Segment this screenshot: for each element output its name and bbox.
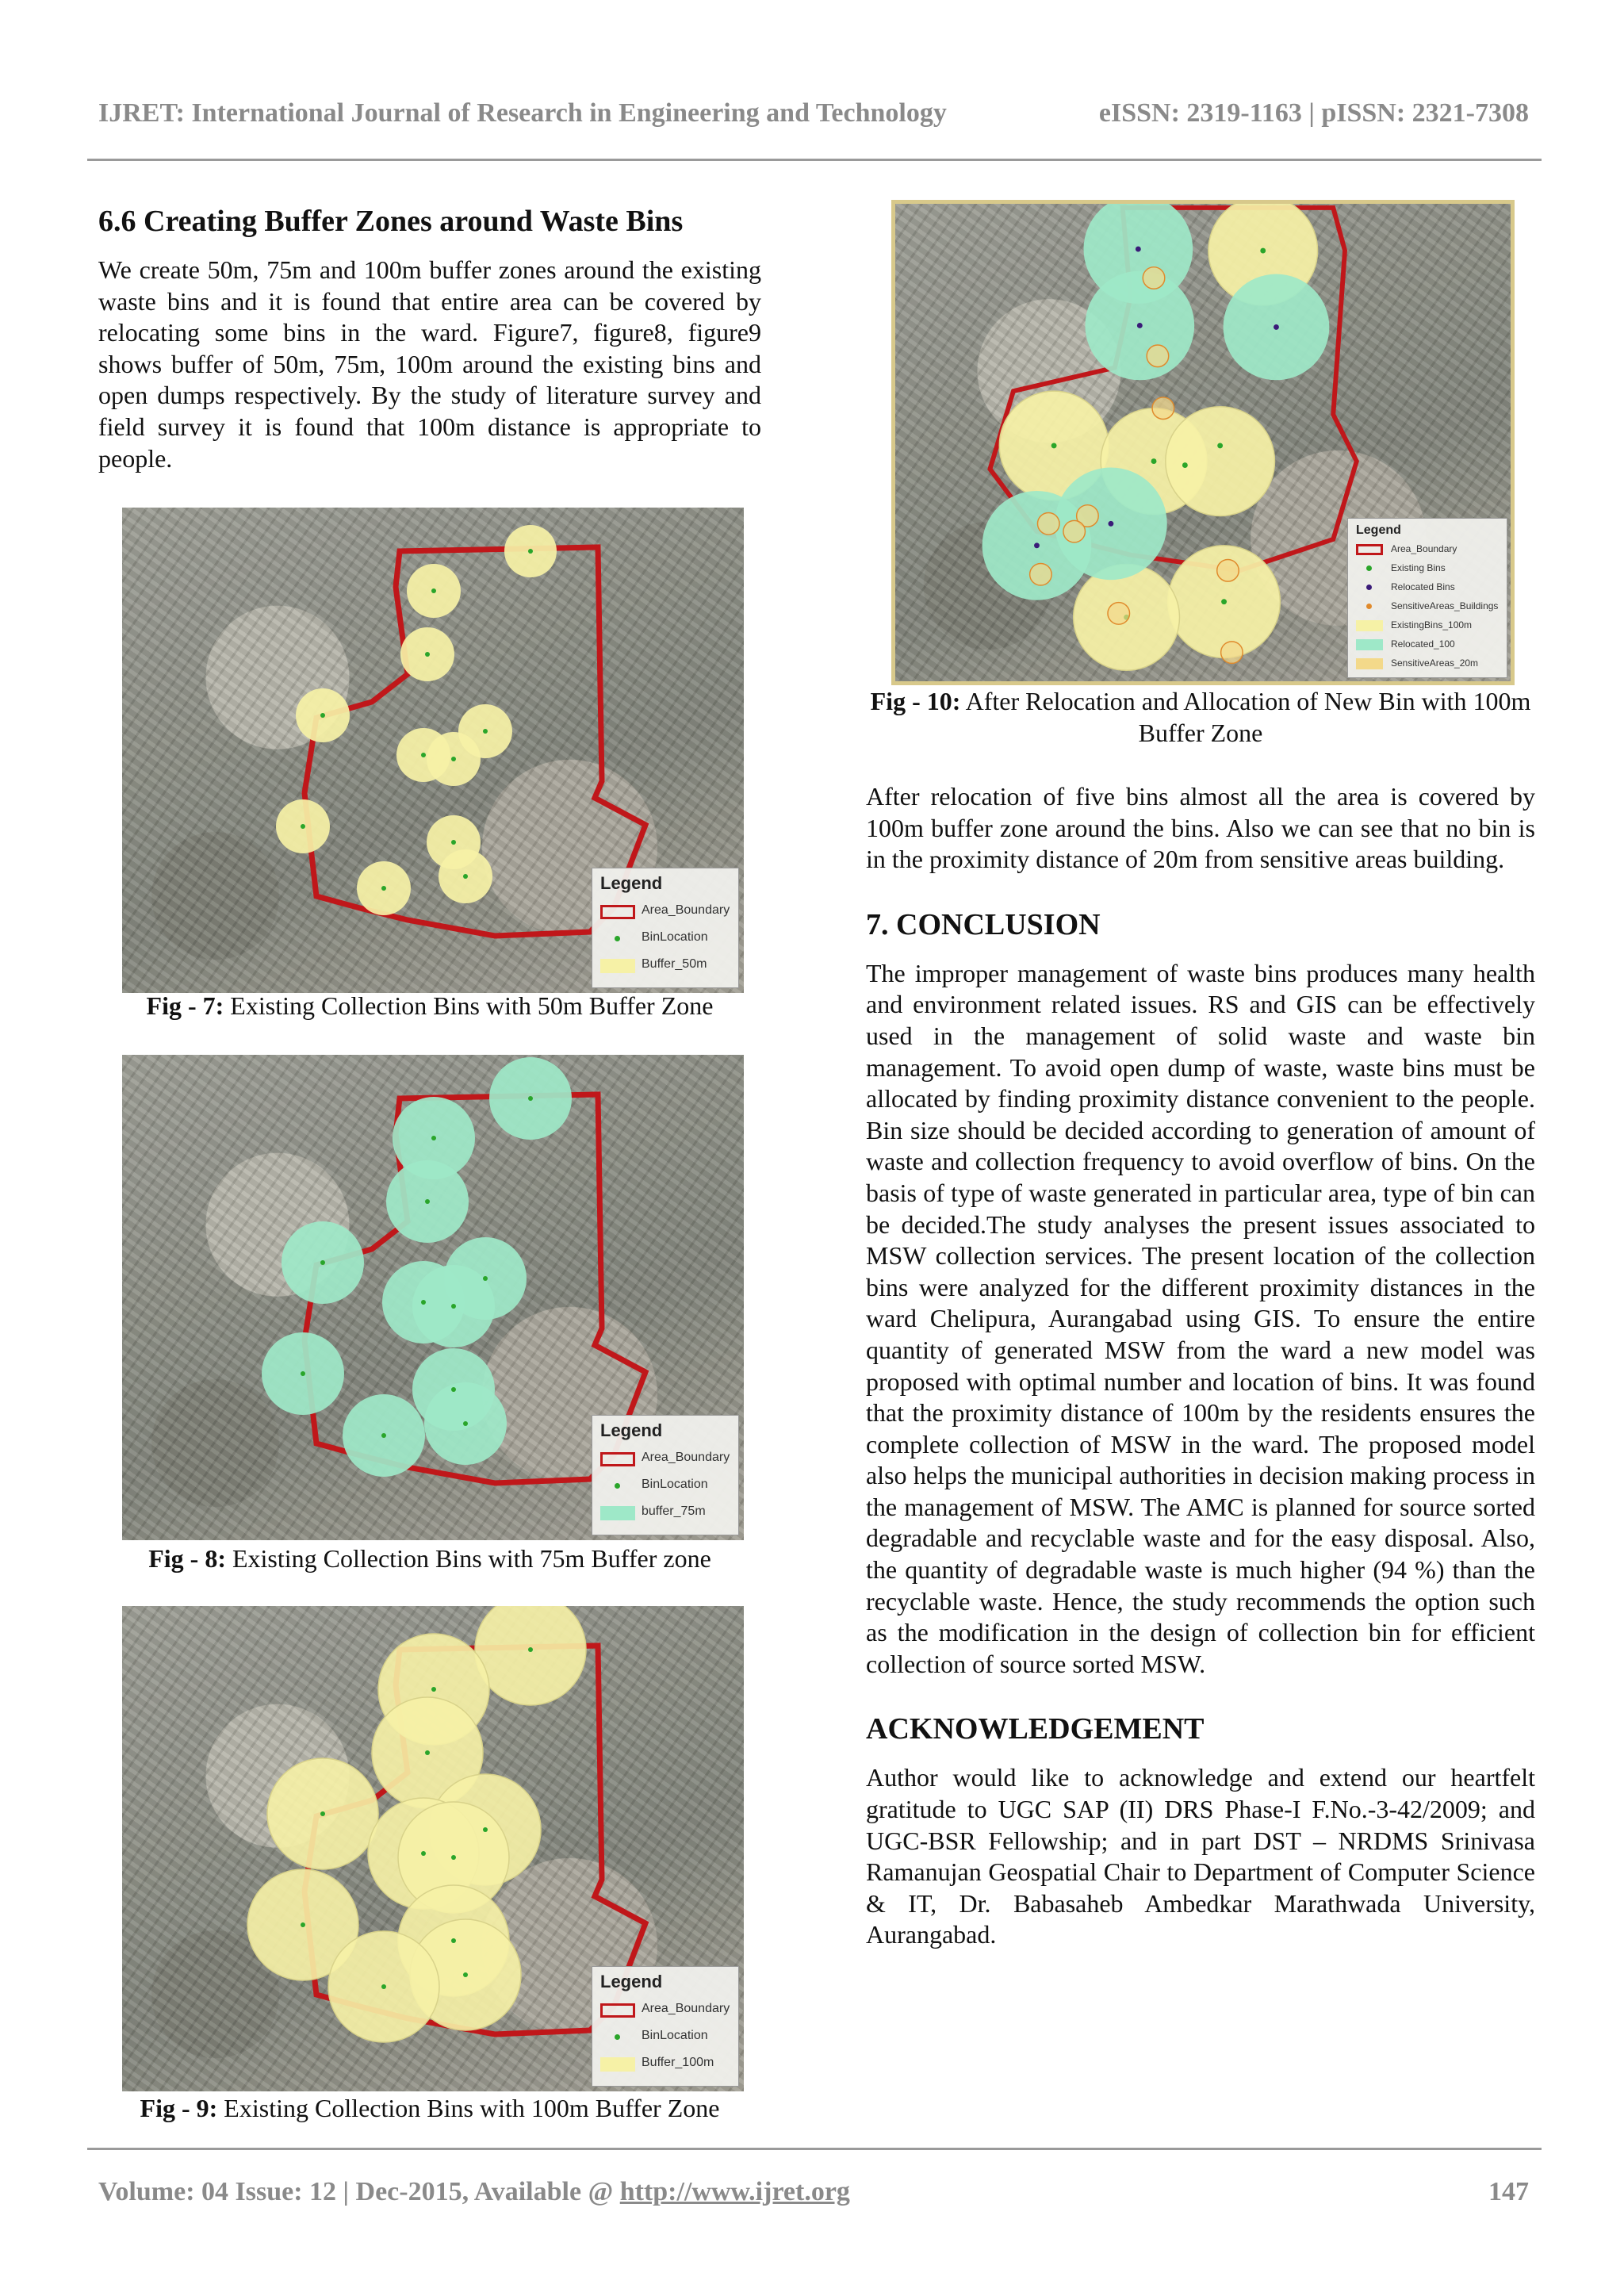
bin-point: [451, 1938, 456, 1943]
legend-row-existing-buffer: [1353, 617, 1492, 634]
sensitive-area-buffer: [1030, 563, 1052, 585]
legend-row-sensitive-buffer: [1353, 655, 1492, 673]
bin-point: [431, 588, 436, 593]
legend-label: BinLocation: [642, 930, 708, 944]
relocated-buffer-swatch: [1356, 639, 1383, 650]
bin-point: [451, 840, 456, 845]
boundary-swatch: [600, 1452, 635, 1466]
legend-label: Area_Boundary: [642, 1451, 730, 1464]
legend-row-boundary: [597, 2000, 737, 2021]
bin-point: [431, 1687, 436, 1692]
bin-point: [528, 1096, 533, 1101]
bin-point: [320, 1260, 325, 1265]
legend-fig10: [1347, 518, 1507, 678]
sensitive-building-swatch: [1356, 601, 1383, 612]
legend-label: Buffer_100m: [642, 2056, 714, 2069]
boundary-swatch: [600, 905, 635, 919]
left-column: [98, 202, 761, 474]
legend-label: SensitiveAreas_Buildings: [1391, 600, 1499, 611]
legend-label: SensitiveAreas_20m: [1391, 657, 1479, 669]
buffer-swatch: [600, 959, 635, 973]
legend-label: buffer_75m: [642, 1504, 706, 1518]
boundary-swatch: [1356, 544, 1383, 555]
legend-label: Existing Bins: [1391, 562, 1446, 573]
map-fig8: [122, 1055, 744, 1540]
bin-point: [528, 1647, 533, 1652]
bin-point-swatch: [600, 1479, 635, 1493]
bin-point: [425, 652, 430, 657]
header-rule: [87, 159, 1542, 161]
legend-fig8: [592, 1415, 739, 1535]
relocated-bin-point: [1137, 323, 1143, 328]
bin-point: [381, 886, 386, 891]
legend-fig7: [592, 868, 739, 988]
bin-point: [483, 729, 488, 734]
map-fig7: [122, 508, 744, 993]
bin-point: [451, 1304, 456, 1309]
sensitive-area-buffer: [1152, 397, 1174, 420]
relocated-bin-swatch: [1356, 582, 1383, 593]
figure-9: [122, 1606, 744, 2091]
bin-point: [483, 1827, 488, 1832]
relocated-bin-point: [1108, 521, 1113, 527]
bin-point: [301, 1371, 305, 1376]
map-fig9: [122, 1606, 744, 2091]
bin-point-swatch: [600, 932, 635, 946]
legend-row-bin: [597, 1476, 737, 1497]
existing-bin-swatch: [1356, 563, 1383, 574]
section-heading-6-6: 6.6 Creating Buffer Zones around Waste Bins: [98, 205, 684, 238]
figure-10: [891, 200, 1515, 685]
legend-label: Buffer_50m: [642, 957, 707, 971]
legend-row-sensitive: [1353, 598, 1499, 615]
legend-title: Legend: [600, 1420, 663, 1440]
bin-point: [421, 1300, 426, 1305]
bin-point: [421, 753, 426, 757]
journal-url-link[interactable]: http://www.ijret.org: [619, 2177, 850, 2206]
sensitive-area-buffer: [1217, 560, 1239, 582]
page-number: 147: [1488, 2177, 1529, 2206]
legend-label: Area_Boundary: [1391, 543, 1457, 554]
footer-volume: [98, 2177, 850, 2207]
after-relocation-body: After relocation of five bins almost all the area is covered by 100m buffer zone around the bins. Also we can see that no bin is in the proximity distance of 20m from sensitive areas building.: [866, 782, 1535, 874]
conclusion-body: The improper management of waste bins produces many health and environment related issues. RS and GIS can be effectively used in the management of solid waste and waste bin management. To avoid open dump of waste, waste bins must be allocated by finding proximity distance convenient to the people. Bin size should be decided according to generation of amount of waste and collection frequency to avoid overflow of bins. On the basis of type of waste generated in particular area, type of bin can be decided.The study analyses the present issues associated to MSW collection services. The present location of the collection bins were analyzed for the different proximity distances in the ward Chelipura, Aurangabad using GIS. To ensure the entire quantity of generated MSW from the ward a new model was proposed with optimal number and location of bins. It was found that the proximity distance of 100m by the residents ensures the complete collection of MSW in the ward. The proposed model also helps the municipal authorities in decision making process in the management of MSW. The AMC is planned for source sorted degradable and recyclable waste and for the easy disposal. Also, the quantity of degradable waste is much higher (94 %) than the recyclable waste. Hence, the study recommends the option such as the modification in the design of collection bin for efficient collection of source sorted MSW.: [866, 958, 1535, 1678]
legend-label: Area_Boundary: [642, 2002, 730, 2015]
bin-point: [301, 824, 305, 829]
acknowledgement-body: Author would like to acknowledge and extend our heartfelt gratitude to UGC SAP (II) DRS Phase-I F.No.-3-42/2009; and UGC-BSR Fellowship; and in part DST – NRDMS Srinivasa Ramanujan Geospatial Chair to Department of Computer Science & IT, Dr. Babasaheb Ambedkar Marathwada University, Aurangabad.: [866, 1763, 1535, 1949]
buffer-swatch: [600, 2057, 635, 2072]
bin-point: [451, 757, 456, 761]
legend-row-existing: [1353, 560, 1492, 577]
fig9-label: Fig - 9:: [140, 2094, 218, 2122]
bin-point: [528, 549, 533, 554]
boundary-swatch: [600, 2003, 635, 2018]
legend-row-boundary: [597, 902, 737, 922]
buffer-circle: [1166, 407, 1275, 516]
legend-title: Legend: [1356, 523, 1401, 537]
bin-point: [425, 1750, 430, 1755]
legend-label: Relocated Bins: [1391, 581, 1455, 592]
conclusion-heading: 7. CONCLUSION: [866, 907, 1101, 941]
legend-row-boundary: [597, 1449, 737, 1470]
legend-row-relocated-buffer: [1353, 636, 1492, 654]
legend-title: Legend: [600, 1972, 663, 1991]
bin-point: [463, 1421, 468, 1426]
bin-point: [320, 713, 325, 718]
bin-point: [381, 1984, 386, 1989]
sensitive-area-buffer: [1108, 603, 1130, 625]
fig7-caption: [98, 990, 761, 1022]
fig10-caption: [866, 685, 1535, 749]
fig9-caption-text: Existing Collection Bins with 100m Buffer Zone: [224, 2094, 720, 2122]
footer-volume-text: Volume: 04 Issue: 12 | Dec-2015, Available @: [98, 2177, 620, 2206]
relocated-bin-point: [1136, 247, 1141, 252]
figure-8: [122, 1055, 744, 1540]
bin-point: [1260, 248, 1266, 254]
legend-label: BinLocation: [642, 1478, 708, 1491]
bin-point: [1151, 458, 1157, 464]
legend-row-buffer: [597, 956, 737, 976]
fig7-caption-text: Existing Collection Bins with 50m Buffer Zone: [230, 991, 714, 1020]
buffer-swatch: [600, 1506, 635, 1520]
fig8-caption: [98, 1543, 761, 1574]
fig9-caption: [98, 2092, 761, 2124]
right-column: [866, 781, 1535, 1951]
bin-point: [1051, 443, 1057, 448]
bin-point: [320, 1811, 325, 1816]
fig7-label: Fig - 7:: [146, 991, 224, 1020]
bin-point: [451, 1855, 456, 1860]
bin-point: [301, 1922, 305, 1927]
existing-buffer-swatch: [1356, 620, 1383, 631]
bin-point: [431, 1136, 436, 1140]
legend-row-buffer: [597, 2054, 737, 2075]
relocated-bin-point: [1274, 324, 1279, 330]
legend-row-bin: [597, 929, 737, 949]
issn-header: eISSN: 2319-1163 | pISSN: 2321-7308: [1098, 98, 1529, 128]
fig8-caption-text: Existing Collection Bins with 75m Buffer zone: [232, 1544, 711, 1573]
sensitive-area-buffer: [1037, 513, 1059, 535]
legend-label: Area_Boundary: [642, 903, 730, 917]
legend-row-buffer: [597, 1503, 737, 1524]
bin-point: [451, 1387, 456, 1392]
bin-point: [381, 1433, 386, 1438]
buffer-circle: [475, 1606, 586, 1705]
legend-title: Legend: [600, 873, 663, 893]
bin-point: [483, 1276, 488, 1281]
sensitive-area-buffer: [1147, 345, 1169, 367]
bin-point: [463, 1972, 468, 1977]
relocated-bin-point: [1034, 542, 1040, 548]
sensitive-area-buffer: [1143, 267, 1165, 289]
bin-point: [1182, 462, 1188, 468]
bin-point: [1217, 443, 1223, 448]
map-fig10: [891, 200, 1515, 685]
sensitive-buffer-swatch: [1356, 658, 1383, 669]
bin-point: [463, 874, 468, 879]
fig8-label: Fig - 8:: [148, 1544, 226, 1573]
fig10-caption-text: After Relocation and Allocation of New Bin with 100m Buffer Zone: [965, 687, 1531, 747]
legend-fig9: [592, 1966, 739, 2087]
sensitive-area-buffer: [1063, 520, 1086, 542]
legend-row-bin: [597, 2027, 737, 2048]
bin-point: [425, 1199, 430, 1204]
legend-label: ExistingBins_100m: [1391, 619, 1473, 631]
legend-label: Relocated_100: [1391, 638, 1455, 650]
footer-rule: [87, 2148, 1542, 2150]
journal-header: IJRET: International Journal of Research in Engineering and Technology: [98, 98, 947, 128]
fig10-label: Fig - 10:: [870, 687, 961, 715]
legend-label: BinLocation: [642, 2029, 708, 2042]
bin-point: [1221, 599, 1227, 604]
section-6-6-body: We create 50m, 75m and 100m buffer zones around the existing waste bins and it is found that entire area can be covered by relocating some bins in the ward. Figure7, figure8, figure9 shows buffer of 50m, 75m, 100m around the existing bins and open dumps respectively. By the study of literature survey and field survey it is found that 100m distance is appropriate to people.: [98, 255, 761, 473]
legend-row-relocated: [1353, 579, 1492, 596]
bin-point: [421, 1851, 426, 1856]
legend-row-boundary: [1353, 541, 1492, 558]
acknowledgement-heading: ACKNOWLEDGEMENT: [866, 1712, 1205, 1746]
figure-7: [122, 508, 744, 993]
sensitive-area-buffer: [1221, 642, 1243, 664]
bin-point-swatch: [600, 2030, 635, 2045]
